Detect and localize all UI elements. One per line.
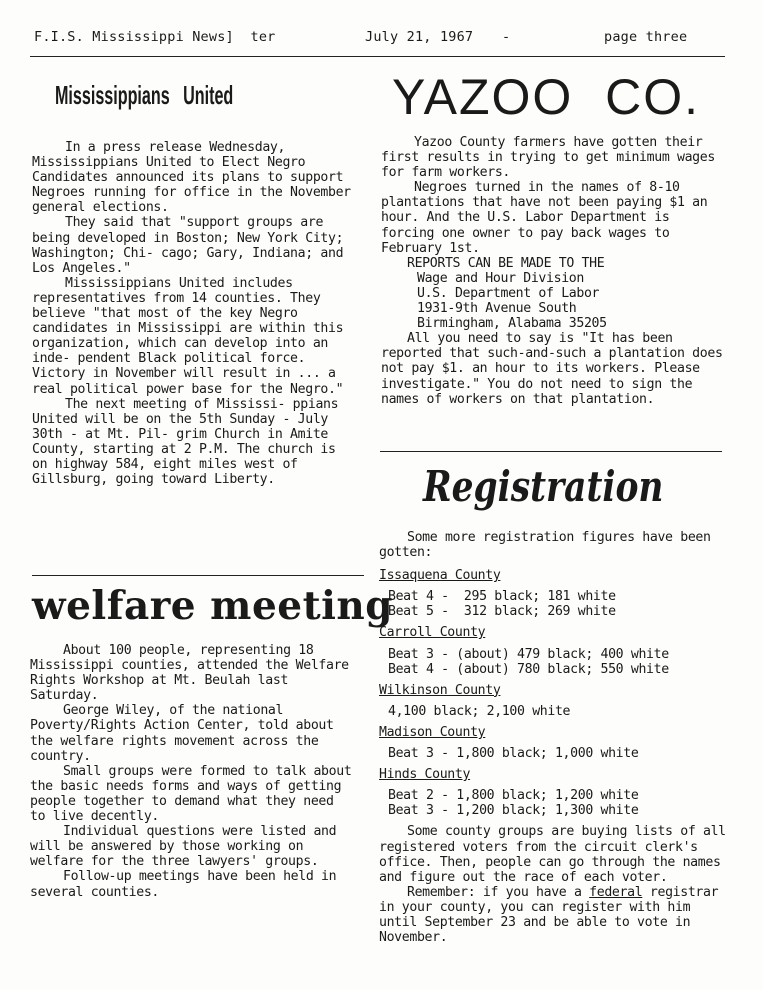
address-line: U.S. Department of Labor bbox=[417, 285, 600, 301]
header-dash: - bbox=[502, 29, 511, 45]
reports-heading: REPORTS CAN BE MADE TO THE bbox=[407, 255, 605, 271]
article-paragraph: They said that "support groups are being developed in Boston; New York City; Washington; Chi- cago; Gary, Indiana; and Los Angeles." bbox=[32, 215, 344, 276]
registration-article bbox=[379, 530, 729, 945]
header-rule bbox=[30, 56, 725, 57]
county-heading: Hinds County bbox=[379, 767, 471, 783]
registration-figure: Beat 3 - (about) 479 black; 400 white bbox=[388, 646, 669, 662]
county-heading: Issaquena County bbox=[379, 568, 501, 584]
section-divider bbox=[380, 451, 722, 452]
article-paragraph: Mississippians United includes representatives from 14 counties. They believe "that most of the key Negro candidates in Mississippi are within this organization, which can develop into an inde- pendent Black political force. Victory in November will result in ... a real political power base for the Negro." bbox=[32, 275, 344, 397]
welfare-meeting-article bbox=[30, 643, 356, 900]
registration-figure: 4,100 black; 2,100 white bbox=[388, 703, 571, 719]
registration-figure: Beat 4 - (about) 780 black; 550 white bbox=[388, 661, 669, 677]
issue-date: July 21, 1967 bbox=[365, 29, 474, 45]
mississippians-united-title: Mississippians United bbox=[55, 80, 234, 110]
article-paragraph: Negroes turned in the names of 8-10 plantations that have not been paying $1 an hour. And the U.S. Labor Department is forcing one owner to pay back wages to February 1st. bbox=[381, 180, 708, 256]
county-heading: Madison County bbox=[379, 724, 486, 740]
remember-text: Remember: if you have a bbox=[407, 884, 590, 900]
article-paragraph: All you need to say is "It has been reported that such-and-such a plantation does not pay $1. an hour to its workers. Please investigate." You do not need to sign the names of workers on that plantation. bbox=[381, 331, 723, 407]
article-paragraph: Individual questions were listed and will be answered by those working on welfare for the three lawyers' groups. bbox=[30, 824, 337, 870]
address-line: Wage and Hour Division bbox=[417, 270, 584, 286]
article-paragraph: About 100 people, representing 18 Mississippi counties, attended the Welfare Rights Workshop at Mt. Beulah last Saturday. bbox=[30, 643, 349, 704]
article-paragraph: Some county groups are buying lists of all registered voters from the circuit clerk's office. Then, people can go through the names and figure out the race of each voter. bbox=[379, 824, 726, 885]
registration-title: Registration bbox=[423, 462, 664, 511]
registration-figure: Beat 2 - 1,800 black; 1,200 white bbox=[388, 788, 639, 804]
article-paragraph: Small groups were formed to talk about the basic needs forms and ways of getting people together to demand what they need to live decently. bbox=[30, 763, 352, 825]
article-paragraph: Yazoo County farmers have gotten their first results in trying to get minimum wages for farm workers. bbox=[381, 135, 715, 181]
newsletter-name: F.I.S. Mississippi News] ter bbox=[34, 29, 276, 45]
wage-hour-address bbox=[381, 271, 726, 331]
article-paragraph: The next meeting of Mississi- ppians United will be on the 5th Sunday - July 30th - at Mt. Pil- grim Church in Amite County, starting at 2 P.M. The church is on highway 584, eight miles west of Gillsburg, going toward Liberty. bbox=[32, 396, 339, 488]
page-number: page three bbox=[604, 29, 688, 45]
mississippians-united-article bbox=[32, 140, 354, 487]
yazoo-county-title: YAZOO CO. bbox=[392, 69, 700, 125]
article-paragraph: Some more registration figures have been gotten: bbox=[379, 530, 711, 561]
federal-emphasis: federal bbox=[589, 884, 643, 900]
article-paragraph: Follow-up meetings have been held in several counties. bbox=[30, 869, 337, 900]
section-divider bbox=[32, 575, 364, 576]
registration-figure: Beat 3 - 1,800 black; 1,000 white bbox=[388, 746, 639, 762]
registration-figure: Beat 3 - 1,200 black; 1,300 white bbox=[388, 803, 639, 819]
remember-text-continued: registrar in your county, you can register with him until September 23 and be able to vote in November. bbox=[379, 884, 719, 946]
address-line: Birmingham, Alabama 35205 bbox=[417, 316, 607, 332]
county-heading: Wilkinson County bbox=[379, 682, 501, 698]
registration-figure: Beat 5 - 312 black; 269 white bbox=[388, 604, 616, 620]
article-paragraph: George Wiley, of the national Poverty/Rights Action Center, told about the welfare rights movement across the country. bbox=[30, 703, 334, 764]
registration-figure: Beat 4 - 295 black; 181 white bbox=[388, 589, 616, 605]
address-line: 1931-9th Avenue South bbox=[417, 301, 577, 317]
county-heading: Carroll County bbox=[379, 625, 486, 641]
yazoo-county-article bbox=[381, 135, 726, 407]
article-paragraph bbox=[379, 885, 729, 945]
article-paragraph: In a press release Wednesday, Mississippians United to Elect Negro Candidates announced its plans to support Negroes running for office in the November general elections. bbox=[32, 140, 351, 216]
welfare-meeting-title: welfare meeting bbox=[32, 583, 394, 629]
